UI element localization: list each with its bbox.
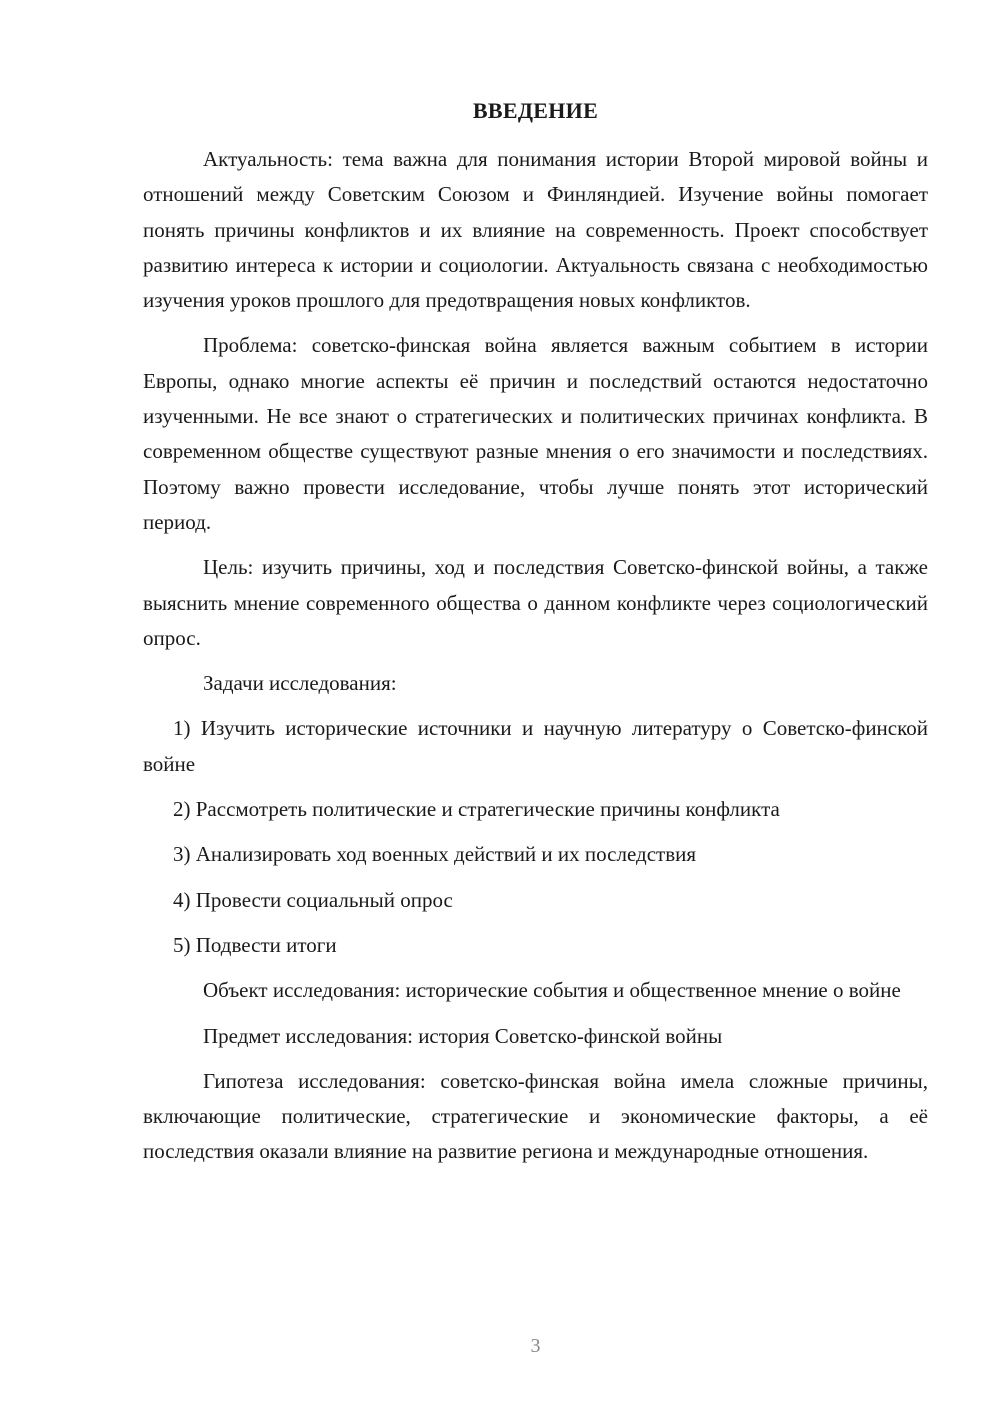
subject-paragraph: Предмет исследования: история Советско-финской войны [203,1023,723,1048]
object-paragraph: Объект исследования: исторические события и общественное мнение о войне [203,978,901,1003]
task-item: 1) Изучить исторические источники и научную литературу о Советско-финской войне [143,716,928,776]
section-heading: ВВЕДЕНИЕ [472,98,599,123]
hypothesis-paragraph: Гипотеза исследования: советско-финская война имела сложные причины, включающие политические, стратегические и экономические факторы, а её последствия оказали влияние на развитие региона и международные отношения. [143,1068,928,1164]
goal-paragraph: Цель: изучить причины, ход и последствия Советско-финской войны, а также выяснить мнение современного общества о данном конфликте через социологический опрос. [143,555,928,650]
document-page [143,0,928,1414]
task-item: 3) Анализировать ход военных действий и их последствия [173,842,697,867]
relevance-paragraph: Актуальность: тема важна для понимания истории Второй мировой войны и отношений между Советским Союзом и Финляндией. Изучение войны помогает понять причины конфликтов и их влияние на современность. Проект способствует развитию интереса к истории и социологии. Актуальность связана с необходимостью изучения уроков прошлого для предотвращения новых конфликтов. [143,147,928,313]
problem-paragraph: Проблема: советско-финская война является важным событием в истории Европы, однако многие аспекты её причин и последствий остаются недостаточно изученными. Не все знают о стратегических и политических причинах конфликта. В современном обществе существуют разные мнения о его значимости и последствиях. Поэтому важно провести исследование, чтобы лучше понять этот исторический период. [143,333,928,534]
tasks-title: Задачи исследования: [203,671,397,696]
task-item: 2) Рассмотреть политические и стратегические причины конфликта [173,797,780,822]
body-text [143,142,928,1170]
task-item: 5) Подвести итоги [173,932,337,957]
page-number: 3 [530,1335,541,1357]
task-item: 4) Провести социальный опрос [173,887,453,912]
